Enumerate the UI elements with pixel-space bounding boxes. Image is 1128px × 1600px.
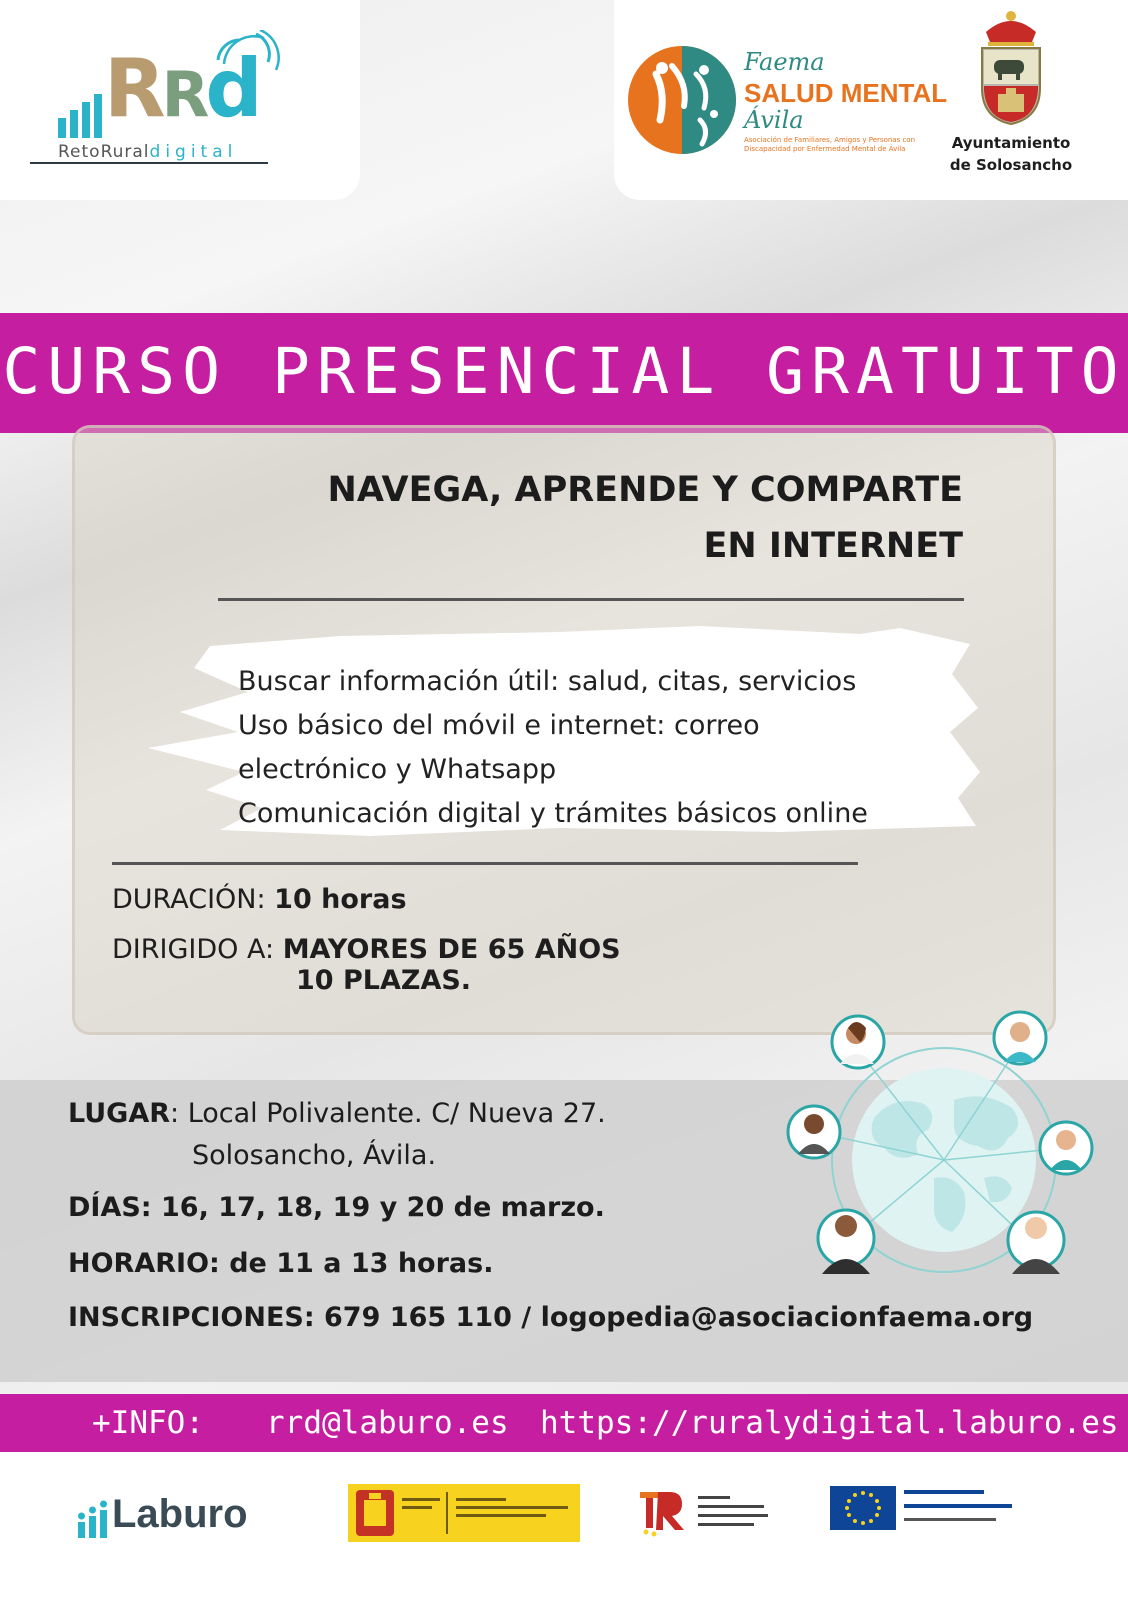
info-label: +INFO: <box>92 1405 204 1441</box>
info-website-link[interactable]: https://ruralydigital.laburo.es <box>540 1405 1119 1441</box>
audience-value: MAYORES DE 65 AÑOS <box>282 934 621 965</box>
gobierno-ministerio-logo <box>348 1484 580 1542</box>
topics-divider <box>112 862 858 865</box>
place-line2: Solosancho, Ávila. <box>192 1140 437 1171</box>
faema-emblem <box>626 44 738 156</box>
ayuntamiento-line2: de Solosancho <box>949 156 1073 174</box>
faema-tagline <box>744 136 915 154</box>
course-title-line2: EN INTERNET <box>703 526 963 566</box>
info-email-link[interactable]: rrd@laburo.es <box>266 1405 509 1441</box>
rrd-name-part2: digital <box>149 142 238 162</box>
rrd-logo-mark: RRd <box>104 42 259 135</box>
topic-item: Comunicación digital y trámites básicos online <box>238 798 868 829</box>
ayuntamiento-label <box>936 132 1086 176</box>
places-value: 10 PLAZAS. <box>296 965 472 996</box>
faema-subtitle: SALUD MENTAL <box>744 78 948 108</box>
topic-item: electrónico y Whatsapp <box>238 754 557 785</box>
course-title-line1: NAVEGA, APRENDE Y COMPARTE <box>327 470 963 510</box>
plan-recuperacion-logo <box>638 1488 774 1538</box>
duration-row <box>112 884 407 915</box>
faema-tagline-line1: Asociación de Familiares, Amigos y Personas con <box>744 136 916 144</box>
place-row <box>68 1098 606 1129</box>
solosancho-coat-of-arms <box>976 8 1046 128</box>
duration-value: 10 horas <box>274 884 407 915</box>
faema-city: Ávila <box>744 106 804 134</box>
hero-title: CURSO PRESENCIAL GRATUITO <box>2 335 1126 408</box>
topic-item: Uso básico del móvil e internet: correo <box>238 710 760 741</box>
place-line1: : Local Polivalente. C/ Nueva 27. <box>170 1098 606 1129</box>
registration-row: INSCRIPCIONES: 679 165 110 / logopedia@asociacionfaema.org <box>68 1302 1034 1333</box>
audience-row <box>112 934 621 965</box>
audience-label: DIRIGIDO A: <box>112 934 275 965</box>
duration-label: DURACIÓN: <box>112 884 266 915</box>
days-row: DÍAS: 16, 17, 18, 19 y 20 de marzo. <box>68 1192 605 1223</box>
laburo-logo: Laburo <box>112 1492 248 1536</box>
course-topics-list <box>238 660 868 836</box>
place-label: LUGAR <box>68 1098 171 1129</box>
rrd-logo-card <box>0 0 360 200</box>
rrd-wordmark <box>58 142 237 162</box>
ayuntamiento-line1: Ayuntamiento <box>951 134 1071 152</box>
rrd-underline <box>30 162 268 164</box>
faema-tagline-line2: Discapacidad por Enfermedad Mental de Ávila <box>744 145 906 153</box>
rrd-name-part1: RetoRural <box>58 142 150 162</box>
course-title-divider <box>218 598 964 601</box>
schedule-row: HORARIO: de 11 a 13 horas. <box>68 1248 494 1279</box>
partners-logo-card <box>614 0 1128 200</box>
connected-people-globe-illustration <box>784 1008 1104 1298</box>
topic-item: Buscar información útil: salud, citas, servicios <box>238 666 857 697</box>
faema-name: Faema <box>744 48 825 76</box>
eu-funding-logo <box>828 1484 1022 1540</box>
